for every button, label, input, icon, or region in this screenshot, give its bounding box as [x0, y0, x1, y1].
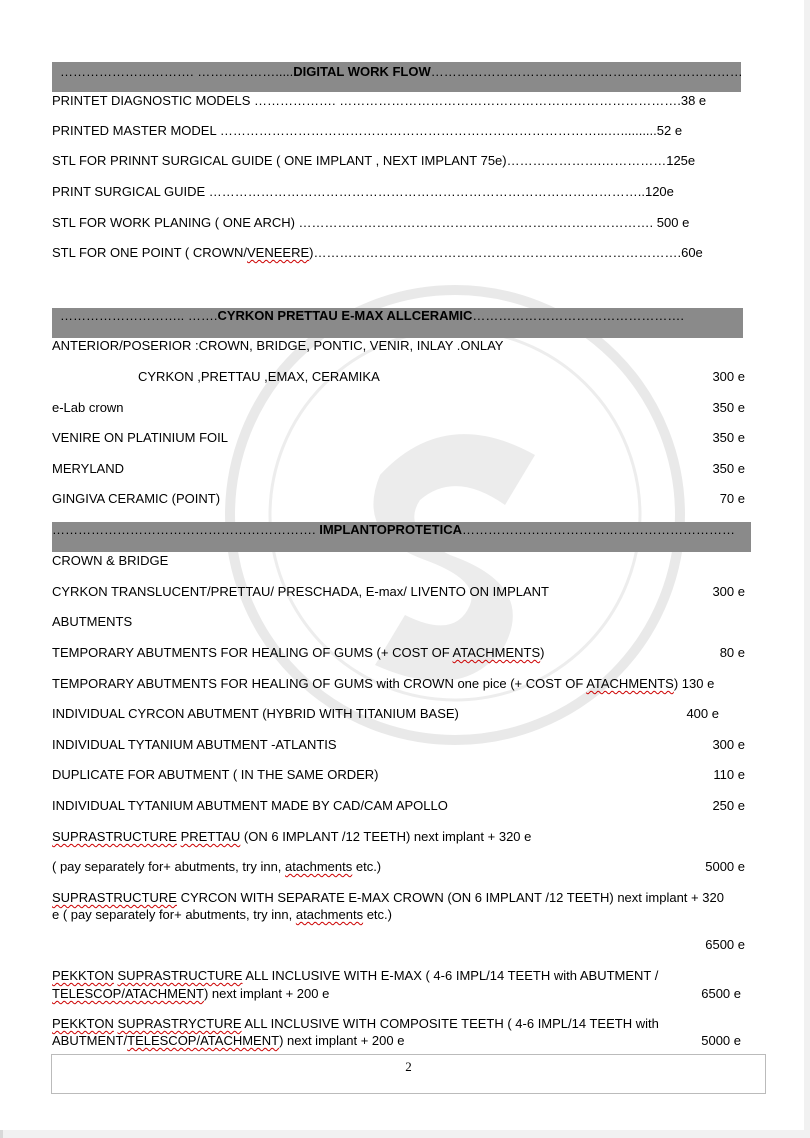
section-title-implanto: ……………………………………………………. IMPLANTOPROTETICA……………………………………………………… — [52, 522, 735, 537]
row-price: 300 e — [712, 584, 745, 599]
row-price: 350 e — [712, 461, 745, 476]
row-price: 6500 e — [701, 986, 741, 1001]
row-price: 6500 e — [705, 937, 745, 952]
row-label: INDIVIDUAL TYTANIUM ABUTMENT -ATLANTIS — [52, 737, 337, 752]
row-label: CYRKON TRANSLUCENT/PRETTAU/ PRESCHADA, E-max/ LIVENTO ON IMPLANT — [52, 584, 549, 599]
page-number: 2 — [405, 1059, 412, 1074]
section-title-digital: …………………………. ……………….....DIGITAL WORK FLOW……………………………………………………………… — [60, 64, 743, 79]
row-price: 350 e — [712, 400, 745, 415]
row-label: e-Lab crown — [52, 400, 124, 415]
subheading: ABUTMENTS — [52, 614, 133, 629]
row-label: ABUTMENT/TELESCOP/ATACHMENT) next implant + 200 e — [52, 1033, 405, 1048]
price-line: STL FOR PRINNT SURGICAL GUIDE ( ONE IMPLANT , NEXT IMPLANT 75e)………………….……………125e — [52, 153, 696, 168]
row-label: MERYLAND — [52, 461, 125, 476]
price-line: PRINT SURGICAL GUIDE ………………………………………………………………………………………..120e — [52, 184, 674, 199]
row-label: TEMPORARY ABUTMENTS FOR HEALING OF GUMS (+ COST OF ATACHMENTS) — [52, 645, 545, 660]
row-price: 300 e — [712, 369, 745, 384]
row-price: 350 e — [712, 430, 745, 445]
price-line: STL FOR ONE POINT ( CROWN/VENEERE)………………………………………………………………………….60e — [52, 245, 703, 260]
price-line: PRINTET DIAGNOSTIC MODELS ………………. …………………………………………………………………….38 e — [52, 93, 707, 108]
row-label: ( pay separately for+ abutments, try inn, atachments etc.) — [52, 859, 382, 874]
row-price: 5000 e — [705, 859, 745, 874]
row-label: PEKKTON SUPRASTRYCTURE ALL INCLUSIVE WITH COMPOSITE TEETH ( 4-6 IMPL/14 TEETH with — [52, 1016, 659, 1031]
row-label: e ( pay separately for+ abutments, try inn, atachments etc.) — [52, 907, 392, 922]
section-title-cyrkon: ……………………….. …….CYRKON PRETTAU E-MAX ALLCERAMIC…………………………………………. — [60, 308, 685, 323]
row-label: SUPRASTRUCTURE CYRCON WITH SEPARATE E-MAX CROWN (ON 6 IMPLANT /12 TEETH) next implant + 320 — [52, 890, 724, 905]
row-label: SUPRASTRUCTURE PRETTAU (ON 6 IMPLANT /12 TEETH) next implant + 320 e — [52, 829, 532, 844]
row-label: TEMPORARY ABUTMENTS FOR HEALING OF GUMS with CROWN one pice (+ COST OF ATACHMENTS) 130 e — [52, 676, 715, 691]
row-label: GINGIVA CERAMIC (POINT) — [52, 491, 221, 506]
row-price: 80 e — [719, 645, 745, 660]
row-label: CYRKON ,PRETTAU ,EMAX, CERAMIKA — [138, 369, 380, 384]
price-line: PRINTED MASTER MODEL ……………………………………………………………………………...…..........52 e — [52, 123, 683, 138]
row-price: 70 e — [719, 491, 745, 506]
row-price: 250 e — [712, 798, 745, 813]
row-label: INDIVIDUAL TYTANIUM ABUTMENT MADE BY CAD/CAM APOLLO — [52, 798, 448, 813]
row-label: TELESCOP/ATACHMENT) next implant + 200 e — [52, 986, 330, 1001]
row-label: DUPLICATE FOR ABUTMENT ( IN THE SAME ORDER) — [52, 767, 379, 782]
row-label: VENIRE ON PLATINIUM FOIL — [52, 430, 229, 445]
price-line: STL FOR WORK PLANING ( ONE ARCH) ………………………………………………………………………. 500 e — [52, 215, 690, 230]
row-price: 400 e — [686, 706, 719, 721]
row-price: 300 e — [712, 737, 745, 752]
subheading: CROWN & BRIDGE — [52, 553, 169, 568]
row-price: 110 e — [713, 767, 745, 782]
row-label: PEKKTON SUPRASTRUCTURE ALL INCLUSIVE WITH E-MAX ( 4-6 IMPL/14 TEETH with ABUTMENT / — [52, 968, 659, 983]
row-label: INDIVIDUAL CYRCON ABUTMENT (HYBRID WITH TITANIUM BASE) — [52, 706, 459, 721]
row-label: ANTERIOR/POSERIOR :CROWN, BRIDGE, PONTIC, VENIR, INLAY .ONLAY — [52, 338, 504, 353]
page-footer — [51, 1054, 766, 1094]
row-price: 5000 e — [701, 1033, 741, 1048]
